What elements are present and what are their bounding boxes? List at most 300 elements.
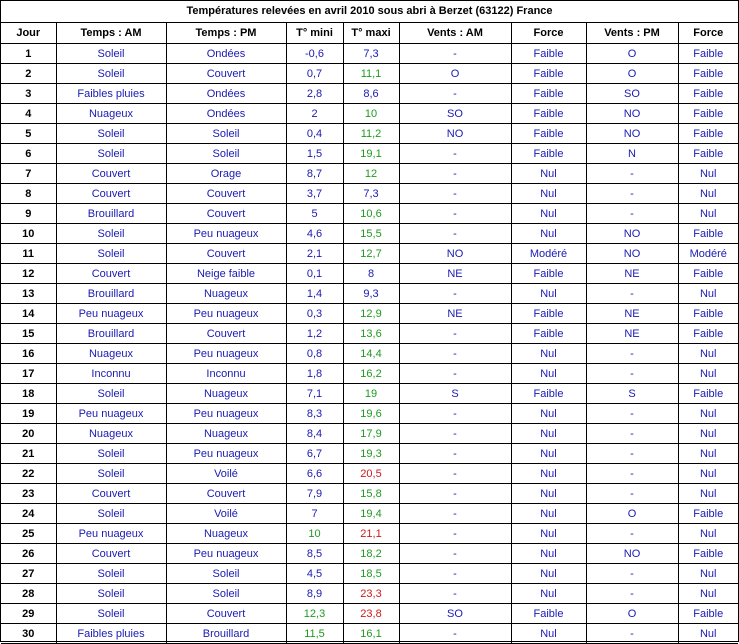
cell-force-pm: Faible [678, 604, 738, 624]
cell-force-pm: Faible [678, 224, 738, 244]
table-row [1, 84, 738, 104]
header-force-pm: Force [678, 23, 738, 44]
cell-vents-pm: NE [586, 324, 678, 344]
cell-t-mini: 0,1 [286, 264, 343, 284]
cell-force-am: Nul [511, 344, 586, 364]
cell-force-pm: Faible [678, 304, 738, 324]
cell-temps-am: Nuageux [56, 424, 166, 444]
cell-temps-am: Soleil [56, 604, 166, 624]
cell-vents-am: - [399, 624, 511, 644]
cell-t-mini: 7,9 [286, 484, 343, 504]
cell-vents-pm: - [586, 464, 678, 484]
cell-t-mini: 8,3 [286, 404, 343, 424]
cell-jour: 23 [1, 484, 56, 504]
cell-vents-pm: - [586, 404, 678, 424]
cell-temps-pm: Couvert [166, 484, 286, 504]
cell-force-am: Nul [511, 624, 586, 644]
cell-force-pm: Faible [678, 264, 738, 284]
cell-jour: 2 [1, 64, 56, 84]
cell-force-pm: Nul [678, 464, 738, 484]
cell-temps-pm: Nuageux [166, 424, 286, 444]
cell-jour: 20 [1, 424, 56, 444]
cell-temps-am: Peu nuageux [56, 304, 166, 324]
cell-temps-pm: Inconnu [166, 364, 286, 384]
cell-t-maxi: 19,4 [343, 504, 399, 524]
cell-vents-pm: N [586, 144, 678, 164]
cell-temps-am: Couvert [56, 164, 166, 184]
cell-vents-pm: NO [586, 124, 678, 144]
cell-force-am: Faible [511, 264, 586, 284]
cell-force-pm: Nul [678, 364, 738, 384]
cell-force-pm: Nul [678, 404, 738, 424]
cell-vents-am: NE [399, 264, 511, 284]
table-row [1, 64, 738, 84]
cell-vents-pm: NO [586, 244, 678, 264]
cell-t-maxi: 13,6 [343, 324, 399, 344]
cell-vents-am: - [399, 144, 511, 164]
table-row [1, 464, 738, 484]
cell-vents-pm: O [586, 604, 678, 624]
cell-jour: 4 [1, 104, 56, 124]
cell-force-am: Nul [511, 564, 586, 584]
cell-temps-pm: Couvert [166, 244, 286, 264]
cell-t-mini: 4,6 [286, 224, 343, 244]
cell-vents-pm: NE [586, 304, 678, 324]
cell-temps-am: Soleil [56, 564, 166, 584]
cell-vents-pm: O [586, 44, 678, 64]
cell-t-maxi: 19,3 [343, 444, 399, 464]
cell-t-maxi: 20,5 [343, 464, 399, 484]
cell-force-am: Nul [511, 464, 586, 484]
cell-vents-pm: - [586, 624, 678, 644]
cell-t-maxi: 10,6 [343, 204, 399, 224]
cell-vents-am: - [399, 404, 511, 424]
cell-temps-am: Soleil [56, 44, 166, 64]
table-row [1, 324, 738, 344]
header-t-mini: T° mini [286, 23, 343, 44]
cell-t-mini: 8,9 [286, 584, 343, 604]
cell-temps-am: Inconnu [56, 364, 166, 384]
cell-vents-am: S [399, 384, 511, 404]
cell-t-mini: 2,8 [286, 84, 343, 104]
cell-force-pm: Nul [678, 424, 738, 444]
cell-t-mini: 1,8 [286, 364, 343, 384]
cell-force-pm: Faible [678, 124, 738, 144]
cell-temps-pm: Voilé [166, 504, 286, 524]
table-row [1, 404, 738, 424]
cell-vents-am: - [399, 424, 511, 444]
cell-t-mini: 5 [286, 204, 343, 224]
cell-t-mini: 0,4 [286, 124, 343, 144]
cell-jour: 11 [1, 244, 56, 264]
cell-force-am: Faible [511, 604, 586, 624]
cell-vents-am: - [399, 484, 511, 504]
table-row [1, 444, 738, 464]
cell-temps-pm: Brouillard [166, 624, 286, 644]
cell-t-mini: 1,4 [286, 284, 343, 304]
cell-t-maxi: 7,3 [343, 44, 399, 64]
cell-force-pm: Faible [678, 44, 738, 64]
cell-force-am: Nul [511, 424, 586, 444]
cell-temps-am: Soleil [56, 124, 166, 144]
cell-temps-am: Soleil [56, 384, 166, 404]
cell-temps-am: Brouillard [56, 284, 166, 304]
cell-vents-pm: - [586, 164, 678, 184]
cell-force-am: Faible [511, 104, 586, 124]
cell-force-am: Nul [511, 584, 586, 604]
cell-vents-am: - [399, 504, 511, 524]
cell-t-maxi: 11,2 [343, 124, 399, 144]
cell-jour: 8 [1, 184, 56, 204]
header-vents-am: Vents : AM [399, 23, 511, 44]
cell-t-maxi: 18,2 [343, 544, 399, 564]
cell-force-am: Nul [511, 404, 586, 424]
header-vents-pm: Vents : PM [586, 23, 678, 44]
cell-force-pm: Faible [678, 64, 738, 84]
table-row [1, 384, 738, 404]
table-row [1, 124, 738, 144]
cell-t-mini: 10 [286, 524, 343, 544]
cell-vents-am: - [399, 224, 511, 244]
table-row [1, 484, 738, 504]
cell-t-mini: 8,5 [286, 544, 343, 564]
table-row [1, 544, 738, 564]
cell-t-mini: 12,3 [286, 604, 343, 624]
table-body [1, 44, 738, 644]
cell-t-maxi: 18,5 [343, 564, 399, 584]
cell-vents-am: - [399, 464, 511, 484]
cell-vents-am: - [399, 344, 511, 364]
cell-temps-am: Nuageux [56, 104, 166, 124]
weather-table [1, 23, 738, 644]
cell-vents-pm: S [586, 384, 678, 404]
cell-vents-am: - [399, 564, 511, 584]
cell-t-maxi: 10 [343, 104, 399, 124]
cell-vents-am: - [399, 364, 511, 384]
cell-vents-pm: - [586, 184, 678, 204]
table-row [1, 104, 738, 124]
header-force-am: Force [511, 23, 586, 44]
sheet-title: Températures relevées en avril 2010 sous abri à Berzet (63122) France [1, 1, 738, 23]
cell-temps-am: Soleil [56, 64, 166, 84]
cell-jour: 22 [1, 464, 56, 484]
cell-vents-pm: - [586, 204, 678, 224]
cell-t-maxi: 23,8 [343, 604, 399, 624]
cell-t-mini: 0,7 [286, 64, 343, 84]
cell-force-am: Faible [511, 44, 586, 64]
cell-temps-pm: Soleil [166, 124, 286, 144]
cell-t-mini: 8,7 [286, 164, 343, 184]
cell-vents-am: - [399, 444, 511, 464]
cell-jour: 10 [1, 224, 56, 244]
header-row [1, 23, 738, 44]
cell-temps-am: Soleil [56, 504, 166, 524]
cell-temps-am: Soleil [56, 444, 166, 464]
cell-jour: 30 [1, 624, 56, 644]
cell-t-maxi: 16,1 [343, 624, 399, 644]
cell-vents-pm: O [586, 64, 678, 84]
cell-vents-pm: - [586, 344, 678, 364]
cell-t-maxi: 16,2 [343, 364, 399, 384]
cell-vents-pm: NE [586, 264, 678, 284]
table-row [1, 564, 738, 584]
cell-t-maxi: 8 [343, 264, 399, 284]
cell-t-maxi: 23,3 [343, 584, 399, 604]
cell-vents-am: - [399, 44, 511, 64]
cell-vents-am: - [399, 164, 511, 184]
cell-vents-pm: - [586, 424, 678, 444]
cell-force-pm: Faible [678, 544, 738, 564]
cell-force-pm: Faible [678, 324, 738, 344]
cell-t-maxi: 12,7 [343, 244, 399, 264]
cell-jour: 28 [1, 584, 56, 604]
cell-temps-pm: Peu nuageux [166, 304, 286, 324]
table-row [1, 584, 738, 604]
table-row [1, 144, 738, 164]
cell-vents-pm: - [586, 564, 678, 584]
cell-temps-am: Soleil [56, 584, 166, 604]
cell-temps-am: Couvert [56, 544, 166, 564]
cell-t-mini: 2 [286, 104, 343, 124]
cell-t-mini: 4,5 [286, 564, 343, 584]
cell-temps-am: Brouillard [56, 204, 166, 224]
table-row [1, 284, 738, 304]
cell-vents-am: NO [399, 244, 511, 264]
cell-jour: 13 [1, 284, 56, 304]
cell-t-mini: 1,5 [286, 144, 343, 164]
cell-vents-am: - [399, 584, 511, 604]
cell-jour: 14 [1, 304, 56, 324]
cell-force-am: Nul [511, 204, 586, 224]
cell-jour: 18 [1, 384, 56, 404]
cell-force-pm: Nul [678, 184, 738, 204]
table-row [1, 244, 738, 264]
cell-t-mini: 3,7 [286, 184, 343, 204]
cell-force-am: Nul [511, 364, 586, 384]
cell-temps-pm: Couvert [166, 184, 286, 204]
table-row [1, 224, 738, 244]
cell-jour: 19 [1, 404, 56, 424]
cell-t-maxi: 15,8 [343, 484, 399, 504]
cell-force-am: Nul [511, 524, 586, 544]
cell-vents-pm: NO [586, 104, 678, 124]
cell-vents-pm: - [586, 444, 678, 464]
cell-force-am: Faible [511, 324, 586, 344]
cell-t-mini: 1,2 [286, 324, 343, 344]
cell-vents-pm: NO [586, 544, 678, 564]
cell-force-am: Faible [511, 64, 586, 84]
cell-vents-am: O [399, 64, 511, 84]
cell-t-mini: 0,8 [286, 344, 343, 364]
cell-temps-am: Peu nuageux [56, 404, 166, 424]
cell-temps-am: Nuageux [56, 344, 166, 364]
cell-vents-am: NE [399, 304, 511, 324]
cell-temps-pm: Nuageux [166, 384, 286, 404]
cell-force-pm: Faible [678, 384, 738, 404]
cell-force-pm: Faible [678, 504, 738, 524]
cell-t-maxi: 15,5 [343, 224, 399, 244]
cell-force-am: Nul [511, 544, 586, 564]
cell-force-pm: Modéré [678, 244, 738, 264]
cell-vents-am: SO [399, 104, 511, 124]
cell-vents-am: SO [399, 604, 511, 624]
cell-force-am: Faible [511, 144, 586, 164]
cell-force-am: Faible [511, 84, 586, 104]
cell-jour: 25 [1, 524, 56, 544]
cell-temps-pm: Voilé [166, 464, 286, 484]
table-row [1, 504, 738, 524]
cell-vents-am: - [399, 524, 511, 544]
cell-temps-pm: Orage [166, 164, 286, 184]
cell-force-pm: Nul [678, 484, 738, 504]
cell-temps-pm: Peu nuageux [166, 444, 286, 464]
cell-force-am: Nul [511, 444, 586, 464]
cell-temps-am: Couvert [56, 264, 166, 284]
cell-temps-am: Soleil [56, 144, 166, 164]
cell-vents-am: NO [399, 124, 511, 144]
cell-t-maxi: 14,4 [343, 344, 399, 364]
cell-temps-am: Soleil [56, 464, 166, 484]
cell-t-maxi: 7,3 [343, 184, 399, 204]
cell-force-am: Nul [511, 504, 586, 524]
table-row [1, 44, 738, 64]
table-row [1, 524, 738, 544]
table-row [1, 424, 738, 444]
cell-t-mini: 2,1 [286, 244, 343, 264]
cell-jour: 6 [1, 144, 56, 164]
cell-vents-pm: NO [586, 224, 678, 244]
cell-force-pm: Nul [678, 344, 738, 364]
header-temps-pm: Temps : PM [166, 23, 286, 44]
cell-jour: 3 [1, 84, 56, 104]
cell-temps-am: Faibles pluies [56, 624, 166, 644]
cell-temps-am: Faibles pluies [56, 84, 166, 104]
cell-temps-pm: Soleil [166, 564, 286, 584]
cell-t-maxi: 8,6 [343, 84, 399, 104]
table-row [1, 344, 738, 364]
table-row [1, 164, 738, 184]
cell-jour: 24 [1, 504, 56, 524]
cell-jour: 21 [1, 444, 56, 464]
cell-temps-am: Couvert [56, 184, 166, 204]
cell-temps-pm: Peu nuageux [166, 544, 286, 564]
table-row [1, 364, 738, 384]
table-row [1, 204, 738, 224]
cell-jour: 26 [1, 544, 56, 564]
cell-jour: 17 [1, 364, 56, 384]
cell-t-mini: 11,5 [286, 624, 343, 644]
cell-t-maxi: 12 [343, 164, 399, 184]
cell-temps-am: Brouillard [56, 324, 166, 344]
cell-temps-pm: Nuageux [166, 284, 286, 304]
cell-jour: 27 [1, 564, 56, 584]
cell-force-am: Nul [511, 224, 586, 244]
table-row [1, 264, 738, 284]
cell-force-am: Nul [511, 484, 586, 504]
cell-t-maxi: 19,6 [343, 404, 399, 424]
cell-temps-pm: Couvert [166, 204, 286, 224]
cell-t-mini: -0,6 [286, 44, 343, 64]
cell-force-pm: Faible [678, 104, 738, 124]
cell-force-pm: Nul [678, 444, 738, 464]
cell-vents-am: - [399, 544, 511, 564]
table-row [1, 604, 738, 624]
cell-temps-pm: Peu nuageux [166, 344, 286, 364]
cell-vents-pm: - [586, 484, 678, 504]
cell-vents-pm: O [586, 504, 678, 524]
cell-force-pm: Faible [678, 84, 738, 104]
cell-t-maxi: 11,1 [343, 64, 399, 84]
cell-temps-pm: Couvert [166, 604, 286, 624]
cell-vents-pm: - [586, 364, 678, 384]
cell-t-mini: 7,1 [286, 384, 343, 404]
cell-force-pm: Nul [678, 564, 738, 584]
header-jour: Jour [1, 23, 56, 44]
cell-jour: 29 [1, 604, 56, 624]
cell-t-mini: 7 [286, 504, 343, 524]
cell-temps-am: Peu nuageux [56, 524, 166, 544]
cell-temps-pm: Neige faible [166, 264, 286, 284]
cell-force-am: Faible [511, 384, 586, 404]
cell-force-am: Nul [511, 184, 586, 204]
cell-force-am: Faible [511, 304, 586, 324]
cell-force-am: Nul [511, 284, 586, 304]
cell-jour: 15 [1, 324, 56, 344]
cell-temps-am: Soleil [56, 244, 166, 264]
cell-force-pm: Faible [678, 144, 738, 164]
cell-temps-pm: Peu nuageux [166, 404, 286, 424]
cell-force-pm: Nul [678, 624, 738, 644]
cell-temps-pm: Ondées [166, 104, 286, 124]
cell-force-am: Nul [511, 164, 586, 184]
cell-temps-pm: Ondées [166, 84, 286, 104]
cell-jour: 5 [1, 124, 56, 144]
table-row [1, 624, 738, 644]
cell-jour: 1 [1, 44, 56, 64]
cell-temps-pm: Peu nuageux [166, 224, 286, 244]
cell-temps-am: Soleil [56, 224, 166, 244]
cell-force-pm: Nul [678, 284, 738, 304]
cell-temps-pm: Nuageux [166, 524, 286, 544]
cell-vents-am: - [399, 84, 511, 104]
cell-vents-am: - [399, 324, 511, 344]
cell-t-maxi: 21,1 [343, 524, 399, 544]
cell-temps-pm: Couvert [166, 64, 286, 84]
cell-t-maxi: 19 [343, 384, 399, 404]
cell-vents-pm: - [586, 584, 678, 604]
cell-force-pm: Nul [678, 524, 738, 544]
header-temps-am: Temps : AM [56, 23, 166, 44]
cell-force-pm: Nul [678, 204, 738, 224]
cell-vents-pm: SO [586, 84, 678, 104]
cell-t-mini: 0,3 [286, 304, 343, 324]
cell-jour: 16 [1, 344, 56, 364]
cell-jour: 7 [1, 164, 56, 184]
cell-t-maxi: 9,3 [343, 284, 399, 304]
cell-vents-pm: - [586, 284, 678, 304]
cell-t-mini: 6,6 [286, 464, 343, 484]
cell-t-mini: 6,7 [286, 444, 343, 464]
table-row [1, 184, 738, 204]
cell-force-am: Faible [511, 124, 586, 144]
cell-vents-am: - [399, 204, 511, 224]
cell-temps-pm: Couvert [166, 324, 286, 344]
cell-force-pm: Nul [678, 164, 738, 184]
cell-t-mini: 8,4 [286, 424, 343, 444]
cell-temps-pm: Soleil [166, 584, 286, 604]
cell-jour: 12 [1, 264, 56, 284]
cell-vents-am: - [399, 184, 511, 204]
